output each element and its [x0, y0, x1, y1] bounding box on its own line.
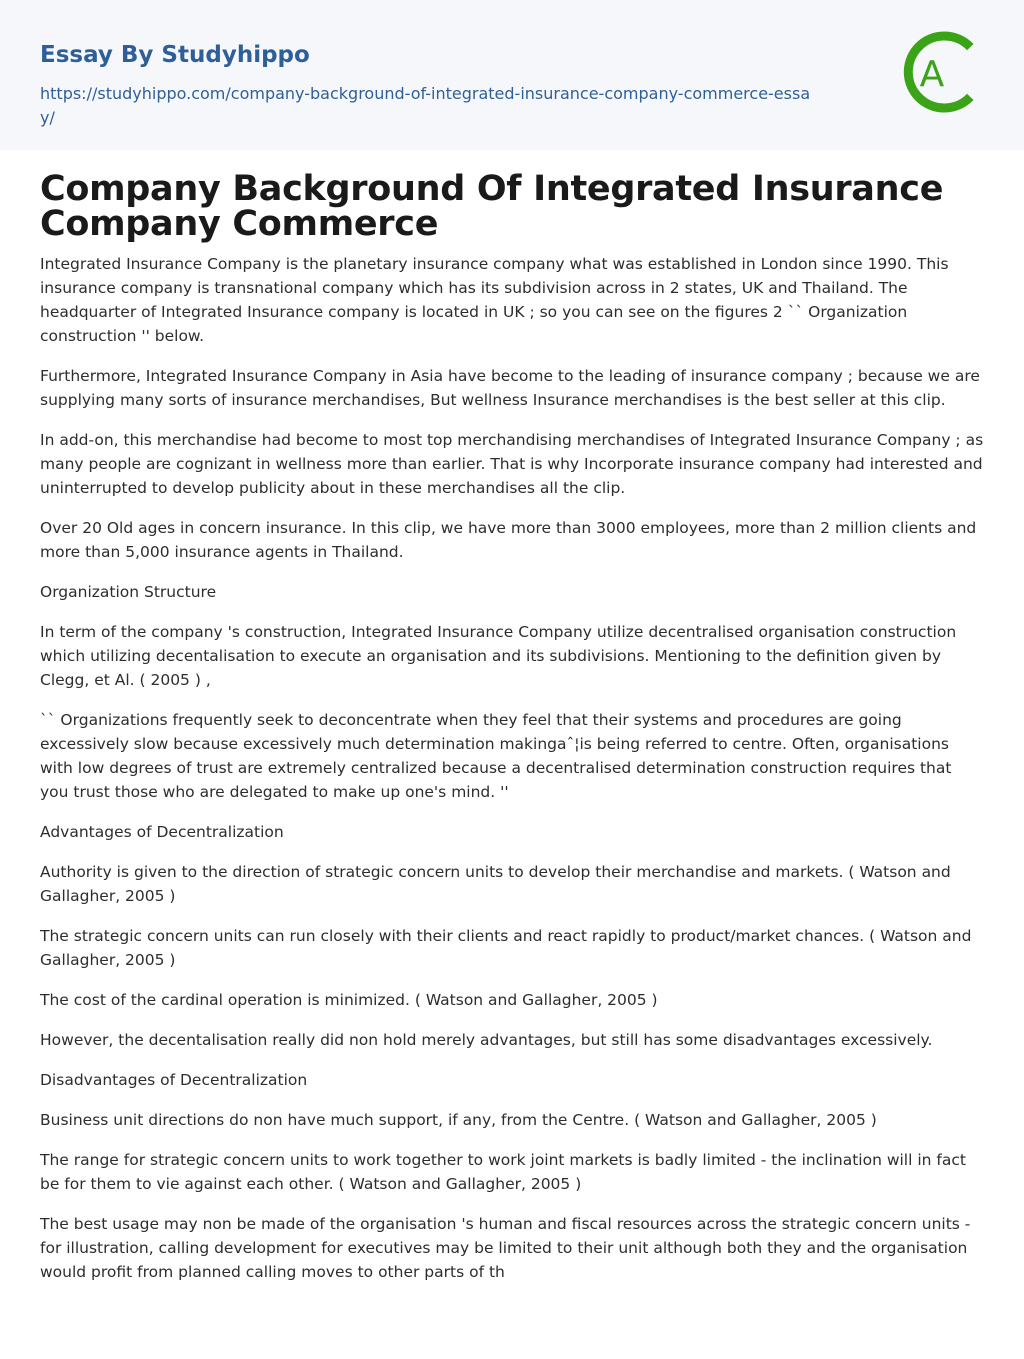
essay-body [40, 252, 984, 1284]
essay-paragraph: Furthermore, Integrated Insurance Company in Asia have become to the leading of insurance company ; because we are supplying many sorts of insurance merchandises, But wellness Insurance merchandises is the best seller at this clip. [40, 367, 980, 409]
section-heading-organization-structure: Organization Structure [40, 583, 217, 601]
essay-paragraph: Integrated Insurance Company is the planetary insurance company what was established in London since 1990. This insurance company is transnational company which has its subdivision across in 2 states, UK and Thailand. The headquarter of Integrated Insurance company is located in UK ; so you can see on the figures 2 `` Organization construction '' below. [40, 255, 949, 345]
brand-title[interactable]: Essay By Studyhippo [40, 42, 310, 68]
essay-paragraph: The cost of the cardinal operation is minimized. ( Watson and Gallagher, 2005 ) [40, 991, 658, 1009]
essay-paragraph: However, the decentalisation really did non hold merely advantages, but still has some disadvantages excessively. [40, 1031, 933, 1049]
site-header [0, 0, 1024, 150]
essay-paragraph: In term of the company 's construction, Integrated Insurance Company utilize decentralised organisation construction which utilizing decentalisation to execute an organisation and its subdivisions. Mentioning to the definition given by Clegg, et Al. ( 2005 ) , [40, 623, 957, 689]
essay-paragraph: The strategic concern units can run closely with their clients and react rapidly to product/market chances. ( Watson and Gallagher, 2005 ) [40, 927, 972, 969]
studyhippo-logo-icon[interactable] [900, 30, 984, 114]
essay-quote: `` Organizations frequently seek to deconcentrate when they feel that their systems and procedures are going excessively slow because excessively much determination makingaˆ¦is being referred to centre. Often, organisations with low degrees of trust are extremely centralized because a decentralised determination construction requires that you trust those who are delegated to make up one's mind. '' [40, 711, 952, 801]
essay-paragraph: Over 20 Old ages in concern insurance. In this clip, we have more than 3000 employees, more than 2 million clients and more than 5,000 insurance agents in Thailand. [40, 519, 977, 561]
essay-url-link[interactable]: https://studyhippo.com/company-background-of-integrated-insurance-company-commerce-essay/ [40, 84, 811, 127]
logo-letter: A [919, 54, 945, 95]
section-heading-advantages: Advantages of Decentralization [40, 823, 284, 841]
essay-title: Company Background Of Integrated Insurance Company Commerce [40, 169, 944, 244]
essay-paragraph: The best usage may non be made of the organisation 's human and fiscal resources across the strategic concern units - for illustration, calling development for executives may be limited to their unit although both they and the organisation would profit from planned calling moves to other parts of th [40, 1215, 971, 1281]
essay-paragraph: The range for strategic concern units to work together to work joint markets is badly limited - the inclination will in fact be for them to vie against each other. ( Watson and Gallagher, 2005 ) [40, 1151, 966, 1193]
essay-paragraph: Authority is given to the direction of strategic concern units to develop their merchandise and markets. ( Watson and Gallagher, 2005 ) [40, 863, 951, 905]
essay-paragraph: Business unit directions do non have much support, if any, from the Centre. ( Watson and Gallagher, 2005 ) [40, 1111, 877, 1129]
essay-paragraph: In add-on, this merchandise had become to most top merchandising merchandises of Integrated Insurance Company ; as many people are cognizant in wellness more than earlier. That is why Incorporate insurance company had interested and uninterrupted to develop publicity about in these merchandises all the clip. [40, 431, 984, 497]
essay-content [0, 150, 1024, 1284]
section-heading-disadvantages: Disadvantages of Decentralization [40, 1071, 308, 1089]
